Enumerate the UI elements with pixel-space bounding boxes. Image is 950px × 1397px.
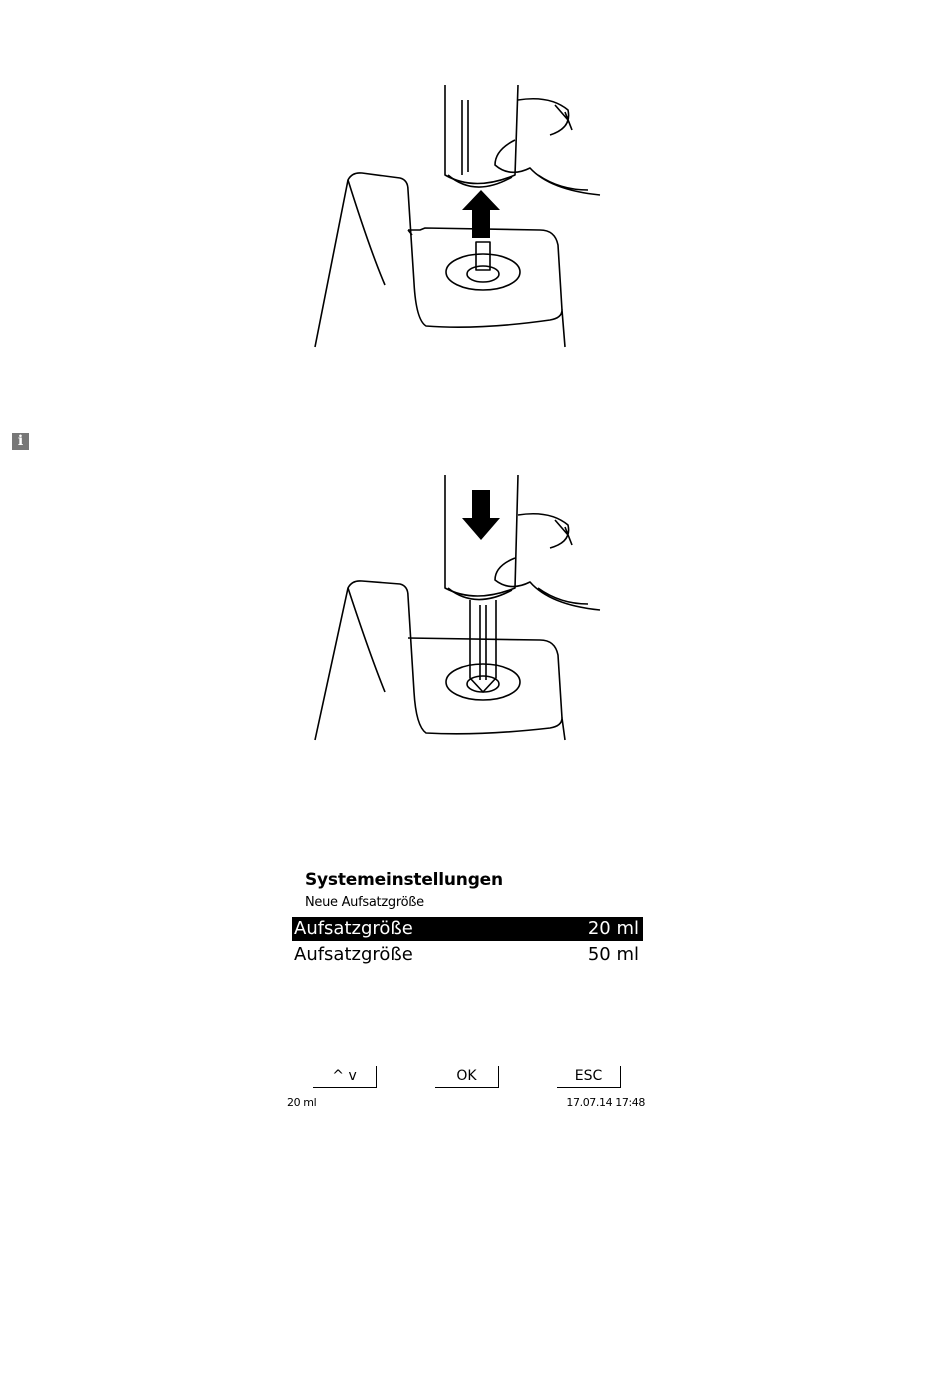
status-current-size: 20 ml [287,1096,317,1109]
option-value: 20 ml [587,918,639,939]
screen-title: Systemeinstellungen [305,870,503,890]
option-value: 50 ml [587,944,639,965]
info-icon: i [12,433,29,450]
esc-softkey[interactable]: ESC [557,1066,621,1088]
option-row-20ml[interactable] [292,917,643,941]
illustration-insert-attachment [300,470,650,745]
arrow-up-icon [462,190,500,238]
illustration-remove-attachment [300,80,650,355]
status-datetime: 17.07.14 17:48 [566,1096,645,1109]
option-label: Aufsatzgröße [294,944,413,965]
device-display [285,866,647,1116]
option-label: Aufsatzgröße [294,918,413,939]
option-row-50ml[interactable] [292,943,643,967]
ok-softkey[interactable]: OK [435,1066,499,1088]
arrow-down-icon [462,490,500,540]
up-down-softkey[interactable]: ^ v [313,1066,377,1088]
screen-subtitle: Neue Aufsatzgröße [305,895,424,910]
